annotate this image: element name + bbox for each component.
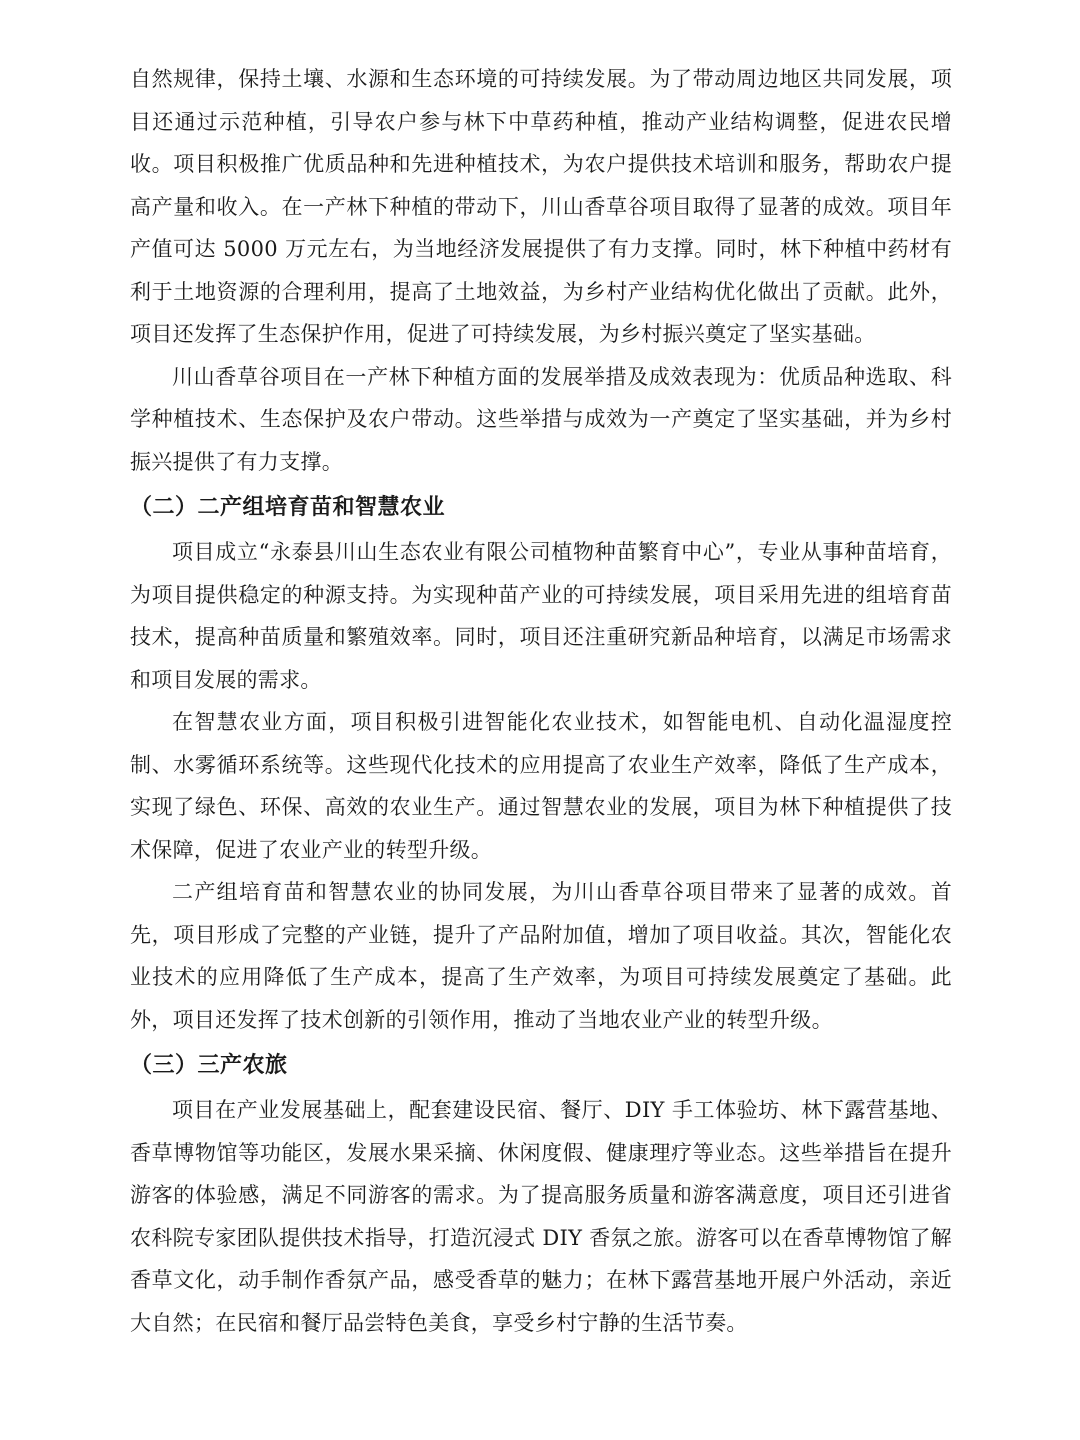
paragraph: 项目在产业发展基础上，配套建设民宿、餐厅、DIY 手工体验坊、林下露营基地、香草博物馆等功能区，发展水果采摘、休闲度假、健康理疗等业态。这些举措旨在提升游客的体验感，满足不同游客的需求。为了提高服务质量和游客满意度，项目还引进省农科院专家团队提供技术指导，打造沉浸式 DIY 香氛之旅。游客可以在香草博物馆了解香草文化，动手制作香氛产品，感受香草的魅力；在林下露营基地开展户外活动，亲近大自然；在民宿和餐厅品尝特色美食，享受乡村宁静的生活节奏。 [130,1098,952,1335]
paragraph: 二产组培育苗和智慧农业的协同发展，为川山香草谷项目带来了显著的成效。首先，项目形成了完整的产业链，提升了产品附加值，增加了项目收益。其次，智能化农业技术的应用降低了生产成本，提高了生产效率，为项目可持续发展奠定了基础。此外，项目还发挥了技术创新的引领作用，推动了当地农业产业的转型升级。 [130,880,952,1032]
section-heading-2: （二）二产组培育苗和智慧农业 [130,495,446,520]
document-page [130,58,952,1344]
section-heading-3: （三）三产农旅 [130,1053,288,1078]
paragraph-continued: 自然规律，保持土壤、水源和生态环境的可持续发展。为了带动周边地区共同发展，项目还通过示范种植，引导农户参与林下中草药种植，推动产业结构调整，促进农民增收。项目积极推广优质品种和先进种植技术，为农户提供技术培训和服务，帮助农户提高产量和收入。在一产林下种植的带动下，川山香草谷项目取得了显著的成效。项目年产值可达 5000 万元左右，为当地经济发展提供了有力支撑。同时，林下种植中药材有利于土地资源的合理利用，提高了土地效益，为乡村产业结构优化做出了贡献。此外，项目还发挥了生态保护作用，促进了可持续发展，为乡村振兴奠定了坚实基础。 [130,67,952,346]
paragraph-summary-section1: 川山香草谷项目在一产林下种植方面的发展举措及成效表现为：优质品种选取、科学种植技术、生态保护及农户带动。这些举措与成效为一产奠定了坚实基础，并为乡村振兴提供了有力支撑。 [130,364,952,474]
paragraph: 项目成立“永泰县川山生态农业有限公司植物种苗繁育中心”，专业从事种苗培育，为项目提供稳定的种源支持。为实现种苗产业的可持续发展，项目采用先进的组培育苗技术，提高种苗质量和繁殖效率。同时，项目还注重研究新品种培育，以满足市场需求和项目发展的需求。 [130,540,952,692]
paragraph: 在智慧农业方面，项目积极引进智能化农业技术，如智能电机、自动化温湿度控制、水雾循环系统等。这些现代化技术的应用提高了农业生产效率，降低了生产成本，实现了绿色、环保、高效的农业生产。通过智慧农业的发展，项目为林下种植提供了技术保障，促进了农业产业的转型升级。 [130,710,952,862]
